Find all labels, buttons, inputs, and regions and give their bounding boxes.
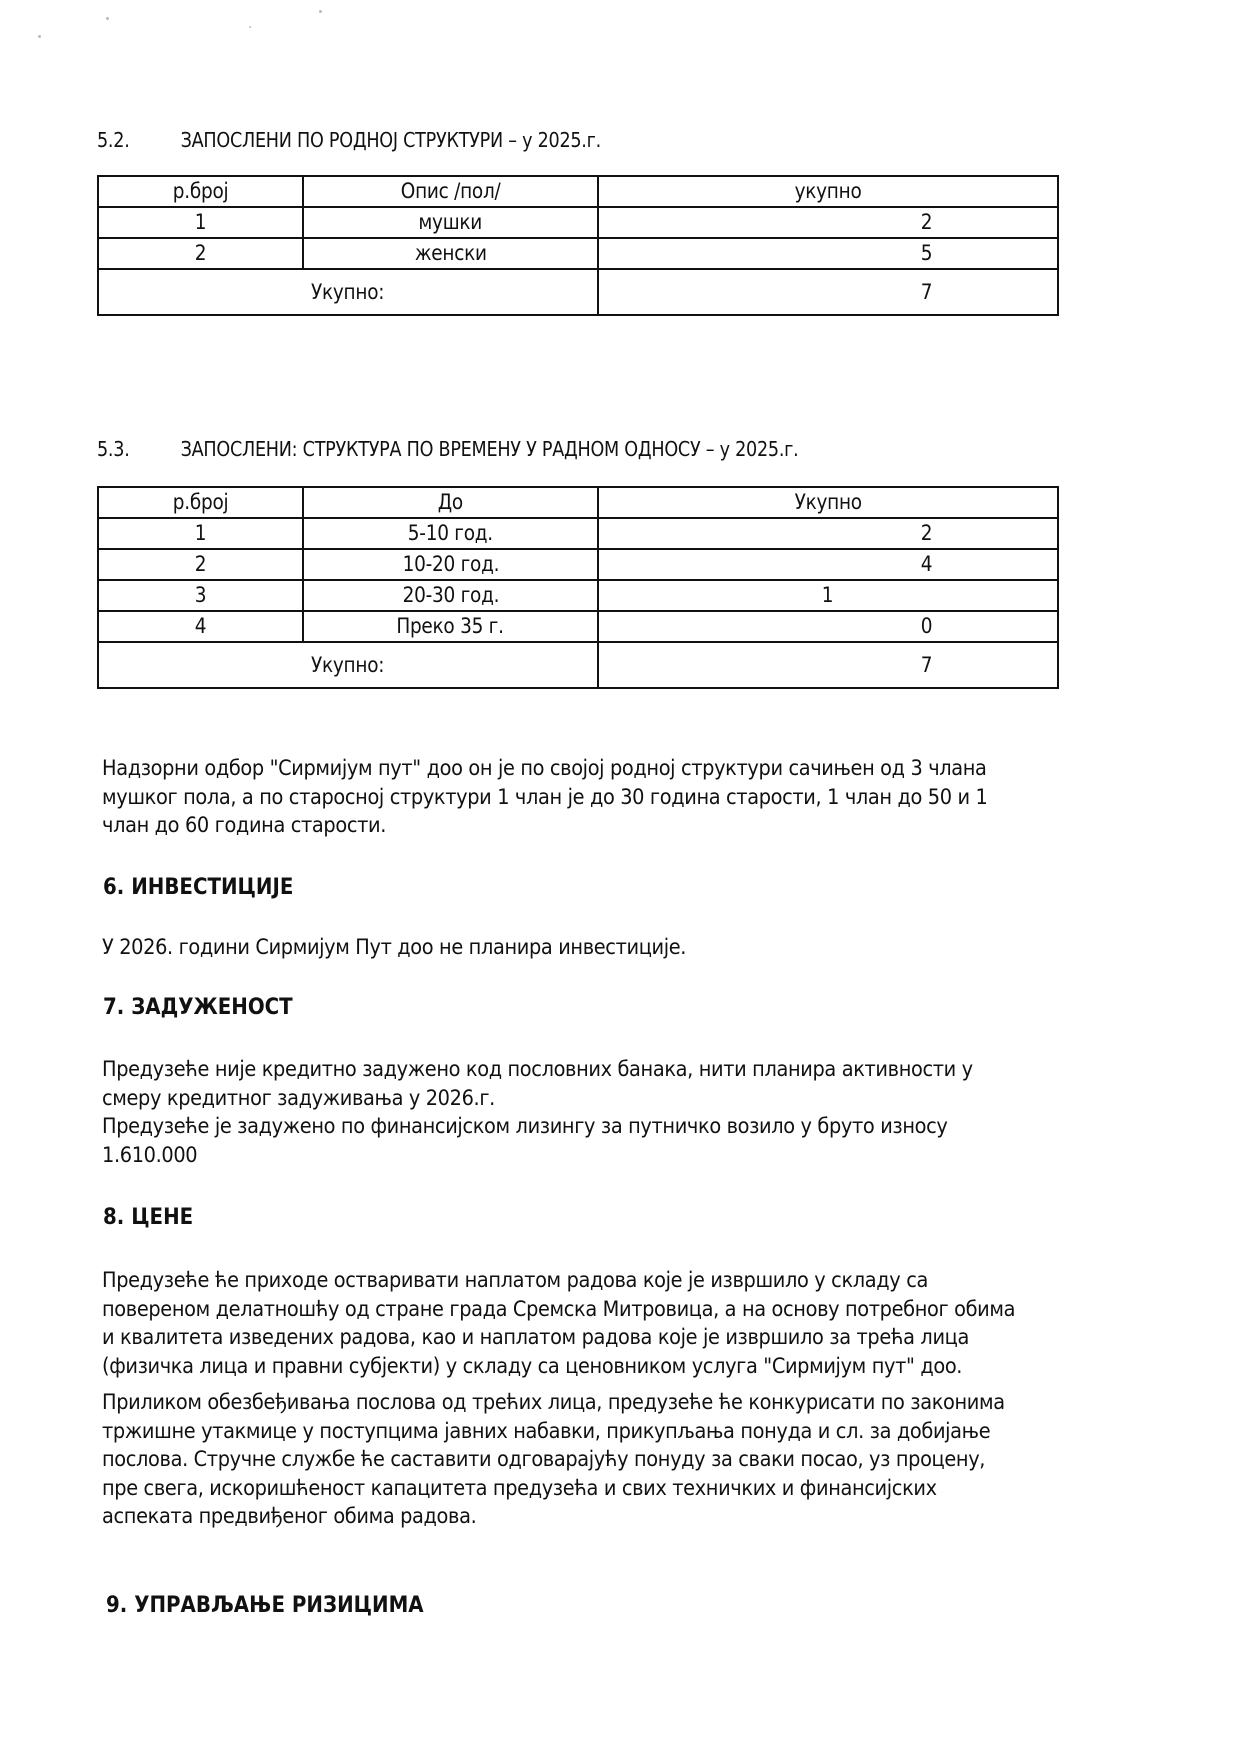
table-row: [98, 207, 1058, 238]
section-8-heading: 8. ЦЕНЕ: [103, 1205, 194, 1230]
paragraph-line: послова. Стручне службе ће саставити одговарајућу понуду за сваки посао, уз процену,: [102, 1447, 986, 1472]
paragraph-line: Предузеће није кредитно задужено код пословних банака, нити планира активности у: [102, 1057, 973, 1082]
header-cell: До: [437, 490, 464, 514]
section-5-2-heading: [97, 128, 601, 152]
debt-paragraph: [102, 1056, 1182, 1170]
header-cell: р.број: [172, 179, 229, 203]
table-row: [98, 549, 1058, 580]
employment-duration-table: [97, 486, 1059, 689]
row-number: 3: [194, 583, 207, 607]
header-cell: Укупно: [794, 490, 862, 514]
section-5-3-heading: [97, 437, 798, 461]
scan-speck: [38, 35, 41, 38]
row-total: 0: [920, 614, 933, 638]
paragraph-line: смеру кредитног задуживања у 2026.г.: [102, 1085, 495, 1111]
paragraph-line: 1.610.000: [102, 1142, 198, 1168]
paragraph-line: аспеката предвиђеног обима радова.: [102, 1504, 477, 1529]
paragraph-line: Предузеће је задужено по финансијском лизингу за путничко возило у бруто износу: [102, 1114, 948, 1139]
table-row: [98, 611, 1058, 642]
row-description: мушки: [418, 210, 483, 234]
gender-structure-table: [97, 175, 1059, 316]
table-total-row: [98, 269, 1058, 315]
table-row: [98, 580, 1058, 611]
header-cell: р.број: [172, 490, 229, 514]
table-total-row: [98, 642, 1058, 688]
paragraph-line: (физичка лица и правни субјекти) у складу са ценовником услуга "Сирмијум пут" доо.: [102, 1353, 963, 1379]
scan-speck: [106, 17, 109, 20]
row-description: 10-20 год.: [402, 552, 499, 576]
paragraph-line: пре свега, искоришћеност капацитета предузећа и свих техничких и финансијских: [102, 1475, 937, 1501]
table-row: [98, 518, 1058, 549]
scan-speck: [249, 26, 251, 28]
row-number: 2: [194, 241, 207, 265]
table-row: [98, 238, 1058, 269]
section-number: 5.3.: [97, 437, 130, 461]
prices-paragraph-2: [102, 1389, 1182, 1532]
table-header-row: [98, 176, 1058, 207]
header-cell: укупно: [794, 179, 862, 203]
total-label: Укупно:: [311, 653, 385, 677]
row-total: 2: [920, 210, 933, 234]
investments-paragraph: [102, 934, 1182, 963]
paragraph-line: У 2026. години Сирмијум Пут доо не планира инвестиције.: [102, 935, 687, 960]
row-number: 2: [194, 552, 207, 576]
row-number: 4: [194, 614, 207, 638]
total-label: Укупно:: [311, 280, 385, 304]
section-7-heading: 7. ЗАДУЖЕНОСТ: [103, 995, 293, 1020]
prices-paragraph-1: [102, 1267, 1182, 1381]
section-9-heading: 9. УПРАВЉАЊЕ РИЗИЦИМА: [106, 1593, 424, 1618]
supervisory-board-paragraph: [102, 755, 1182, 841]
table-header-row: [98, 487, 1058, 518]
paragraph-line: мушког пола, а по старосној структури 1 члан је до 30 година старости, 1 члан до 50 и 1: [102, 784, 988, 810]
paragraph-line: члан до 60 година старости.: [102, 813, 387, 838]
row-description: 20-30 год.: [402, 583, 499, 607]
paragraph-line: и квалитета изведених радова, као и наплатом радова које је извршило за трећа лица: [102, 1325, 969, 1350]
row-description: женски: [414, 241, 487, 265]
paragraph-line: Приликом обезбеђивања послова од трећих лица, предузеће ће конкурисати по законима: [102, 1390, 1005, 1415]
header-cell: Опис /пол/: [400, 179, 501, 203]
row-description: 5-10 год.: [407, 521, 494, 545]
scan-speck: [319, 10, 322, 13]
row-total: 2: [920, 521, 933, 545]
paragraph-line: Надзорни одбор "Сирмијум пут" доо он је по својој родној структури сачињен од 3 члана: [102, 756, 987, 781]
section-number: 5.2.: [97, 128, 130, 152]
section-title: ЗАПОСЛЕНИ: СТРУКТУРА ПО ВРЕМЕНУ У РАДНОМ ОДНОСУ – у 2025.г.: [180, 437, 799, 461]
row-number: 1: [194, 210, 207, 234]
paragraph-line: тржишне утакмице у поступцима јавних набавки, прикупљања понуда и сл. за добијање: [102, 1418, 991, 1444]
row-number: 1: [194, 521, 207, 545]
section-6-heading: 6. ИНВЕСТИЦИЈЕ: [103, 875, 294, 900]
row-total: 4: [920, 552, 933, 576]
section-title: ЗАПОСЛЕНИ ПО РОДНОЈ СТРУКТУРИ – у 2025.г.: [180, 128, 601, 152]
row-total: 1: [822, 583, 834, 607]
total-value: 7: [920, 280, 933, 304]
paragraph-line: Предузеће ће приходе остваривати наплатом радова које је извршило у складу са: [102, 1268, 928, 1293]
total-value: 7: [920, 653, 933, 677]
paragraph-line: повереном делатношћу од стране града Сремска Митровица, а на основу потребног обима: [102, 1296, 1016, 1322]
row-total: 5: [920, 241, 933, 265]
row-description: Преко 35 г.: [396, 614, 505, 638]
